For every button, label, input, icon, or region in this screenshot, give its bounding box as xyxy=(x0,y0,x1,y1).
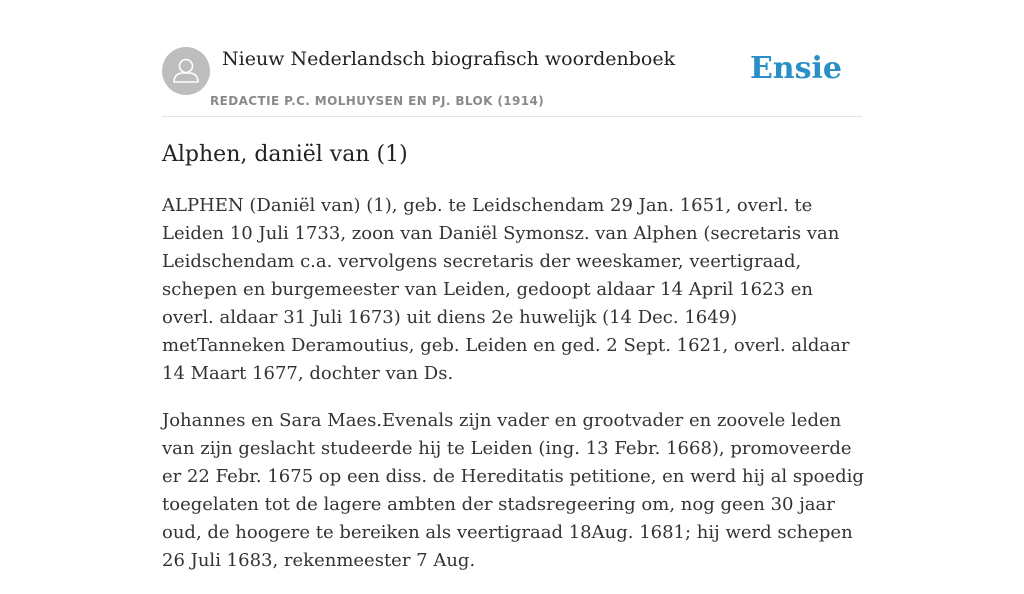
user-silhouette-icon[interactable] xyxy=(162,47,210,95)
avatar-graphic xyxy=(162,47,210,95)
brand-logo[interactable]: Ensie xyxy=(749,51,842,86)
editor-credit: REDACTIE P.C. MOLHUYSEN EN PJ. BLOK (1914) xyxy=(210,94,545,108)
article-paragraph-2: Johannes en Sara Maes.Evenals zijn vader en grootvader en zoovele leden van zijn geslacht studeerde hij te Leiden (ing. 13 Febr. 1668), promoveerde er 22 Febr. 1675 op een diss. de Hereditatis petitione, en werd hij al spoedig toegelaten tot de lagere ambten der stadsregeering om, nog geen 30 jaar oud, de hoogere te bereiken als veertigraad 18Aug. 1681; hij werd schepen 26 Juli 1683, rekenmeester 7 Aug. xyxy=(162,410,864,571)
header xyxy=(162,47,862,117)
book-title[interactable]: Nieuw Nederlandsch biografisch woordenboek xyxy=(222,48,676,70)
page-title: Alphen, daniël van (1) xyxy=(162,142,408,167)
article-paragraph-1: ALPHEN (Daniël van) (1), geb. te Leidschendam 29 Jan. 1651, overl. te Leiden 10 Juli 1733, zoon van Daniël Symonsz. van Alphen (secretaris van Leidschendam c.a. vervolgens secretaris der weeskamer, veertigraad, schepen en burgemeester van Leiden, gedoopt aldaar 14 April 1623 en overl. aldaar 31 Juli 1673) uit diens 2e huwelijk (14 Dec. 1649) metTanneken Deramoutius, geb. Leiden en ged. 2 Sept. 1621, overl. aldaar 14 Maart 1677, dochter van Ds. xyxy=(162,195,850,384)
article-body xyxy=(162,192,864,594)
